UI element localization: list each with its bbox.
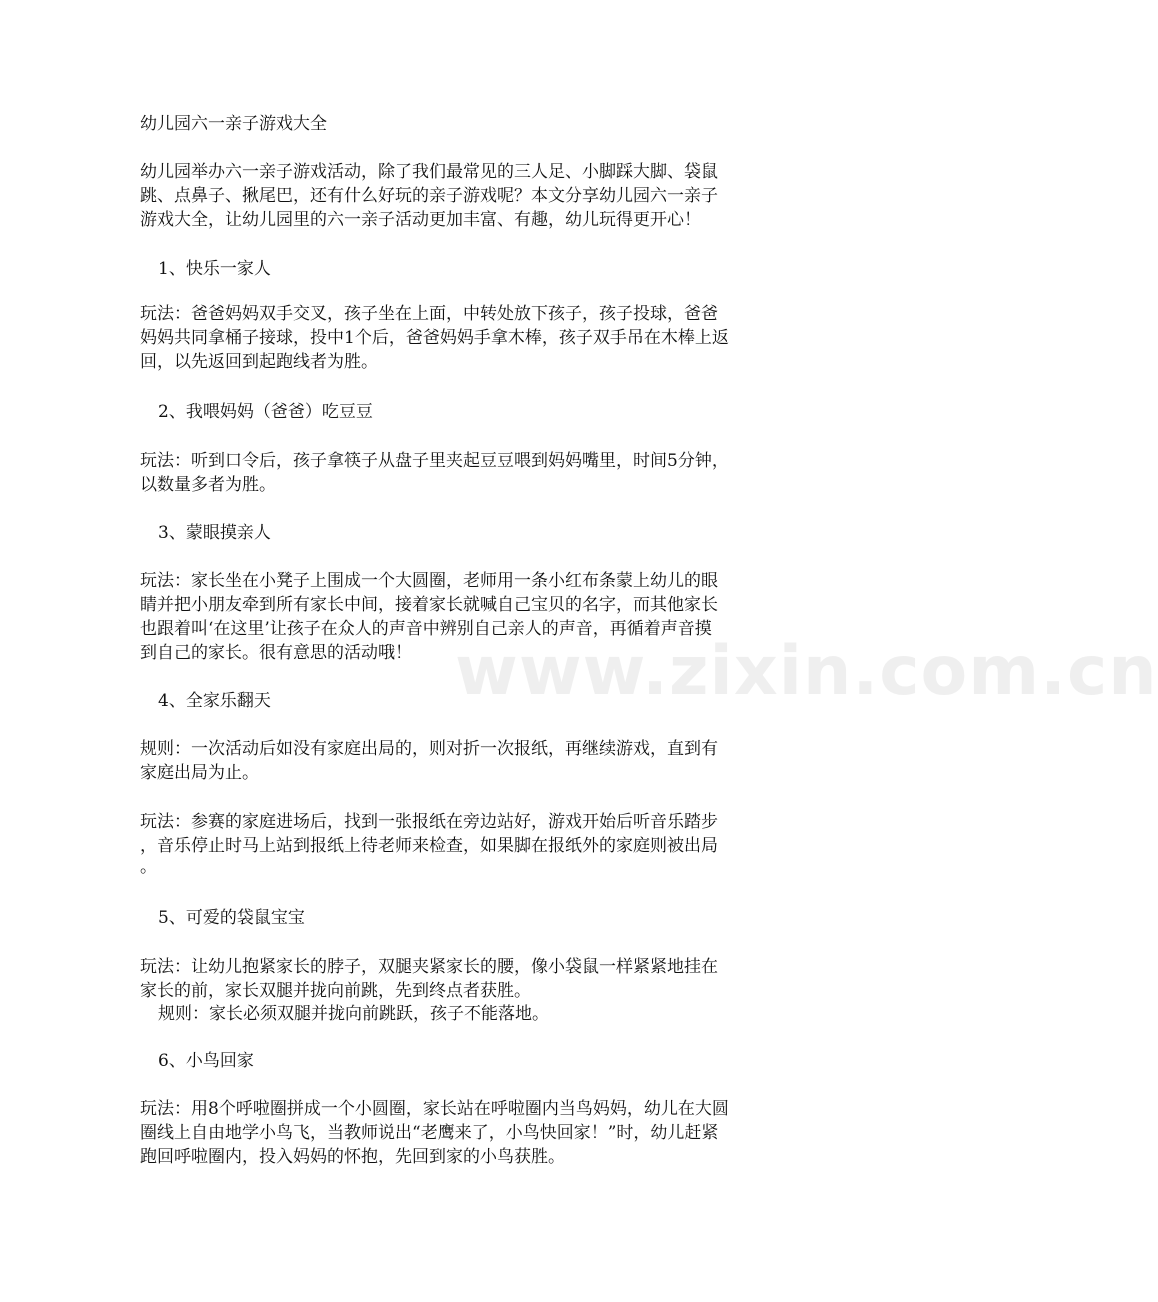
- game-4-rules-line-2: 家庭出局为止。: [140, 763, 259, 783]
- intro-line-1: 幼儿园举办六一亲子游戏活动，除了我们最常见的三人足、小脚踩大脚、袋鼠: [140, 162, 718, 182]
- game-1-line-3: 回，以先返回到起跑线者为胜。: [140, 352, 378, 372]
- game-1-heading: 1、快乐一家人: [158, 259, 271, 279]
- document-title: 幼儿园六一亲子游戏大全: [140, 114, 327, 134]
- intro-line-2: 跳、点鼻子、揪尾巴，还有什么好玩的亲子游戏呢？本文分享幼儿园六一亲子: [140, 186, 718, 206]
- game-4-rules-line-1: 规则：一次活动后如没有家庭出局的，则对折一次报纸，再继续游戏，直到有: [140, 739, 718, 759]
- game-3-heading: 3、蒙眼摸亲人: [158, 523, 271, 543]
- game-3-line-3: 也跟着叫‘在这里’让孩子在众人的声音中辨别自己亲人的声音，再循着声音摸: [140, 619, 712, 639]
- watermark: www.zixin.com.cn: [455, 632, 1158, 711]
- game-6-line-3: 跑回呼啦圈内，投入妈妈的怀抱，先回到家的小鸟获胜。: [140, 1147, 565, 1167]
- game-1-line-2: 妈妈共同拿桶子接球，投中1个后，爸爸妈妈手拿木棒，孩子双手吊在木棒上返: [140, 328, 729, 348]
- game-2-line-1: 玩法：听到口令后，孩子拿筷子从盘子里夹起豆豆喂到妈妈嘴里，时间5分钟，: [140, 451, 729, 471]
- game-4-line-2: ，音乐停止时马上站到报纸上待老师来检查，如果脚在报纸外的家庭则被出局: [140, 836, 718, 856]
- game-6-line-2: 圈线上自由地学小鸟飞，当教师说出“老鹰来了，小鸟快回家！”时，幼儿赶紧: [140, 1123, 719, 1143]
- game-1-line-1: 玩法：爸爸妈妈双手交叉，孩子坐在上面，中转处放下孩子，孩子投球，爸爸: [140, 304, 718, 324]
- game-4-line-3: 。: [140, 857, 157, 877]
- game-4-heading: 4、全家乐翻天: [158, 691, 271, 711]
- game-5-rules-line-1: 规则：家长必须双腿并拢向前跳跃，孩子不能落地。: [158, 1004, 549, 1024]
- game-5-heading: 5、可爱的袋鼠宝宝: [158, 908, 305, 928]
- game-2-heading: 2、我喂妈妈（爸爸）吃豆豆: [158, 402, 373, 422]
- game-4-line-1: 玩法：参赛的家庭进场后，找到一张报纸在旁边站好，游戏开始后听音乐踏步: [140, 812, 718, 832]
- game-6-line-1: 玩法：用8个呼啦圈拼成一个小圆圈，家长站在呼啦圈内当鸟妈妈，幼儿在大圆: [140, 1099, 729, 1119]
- game-5-line-2: 家长的前，家长双腿并拢向前跳，先到终点者获胜。: [140, 981, 531, 1001]
- game-6-heading: 6、小鸟回家: [158, 1051, 254, 1071]
- game-3-line-1: 玩法：家长坐在小凳子上围成一个大圆圈，老师用一条小红布条蒙上幼儿的眼: [140, 571, 718, 591]
- game-2-line-2: 以数量多者为胜。: [140, 475, 276, 495]
- intro-line-3: 游戏大全，让幼儿园里的六一亲子活动更加丰富、有趣，幼儿玩得更开心！: [140, 210, 701, 230]
- game-5-line-1: 玩法：让幼儿抱紧家长的脖子，双腿夹紧家长的腰，像小袋鼠一样紧紧地挂在: [140, 957, 718, 977]
- game-3-line-4: 到自己的家长。很有意思的活动哦！: [140, 643, 412, 663]
- game-3-line-2: 睛并把小朋友牵到所有家长中间，接着家长就喊自己宝贝的名字，而其他家长: [140, 595, 718, 615]
